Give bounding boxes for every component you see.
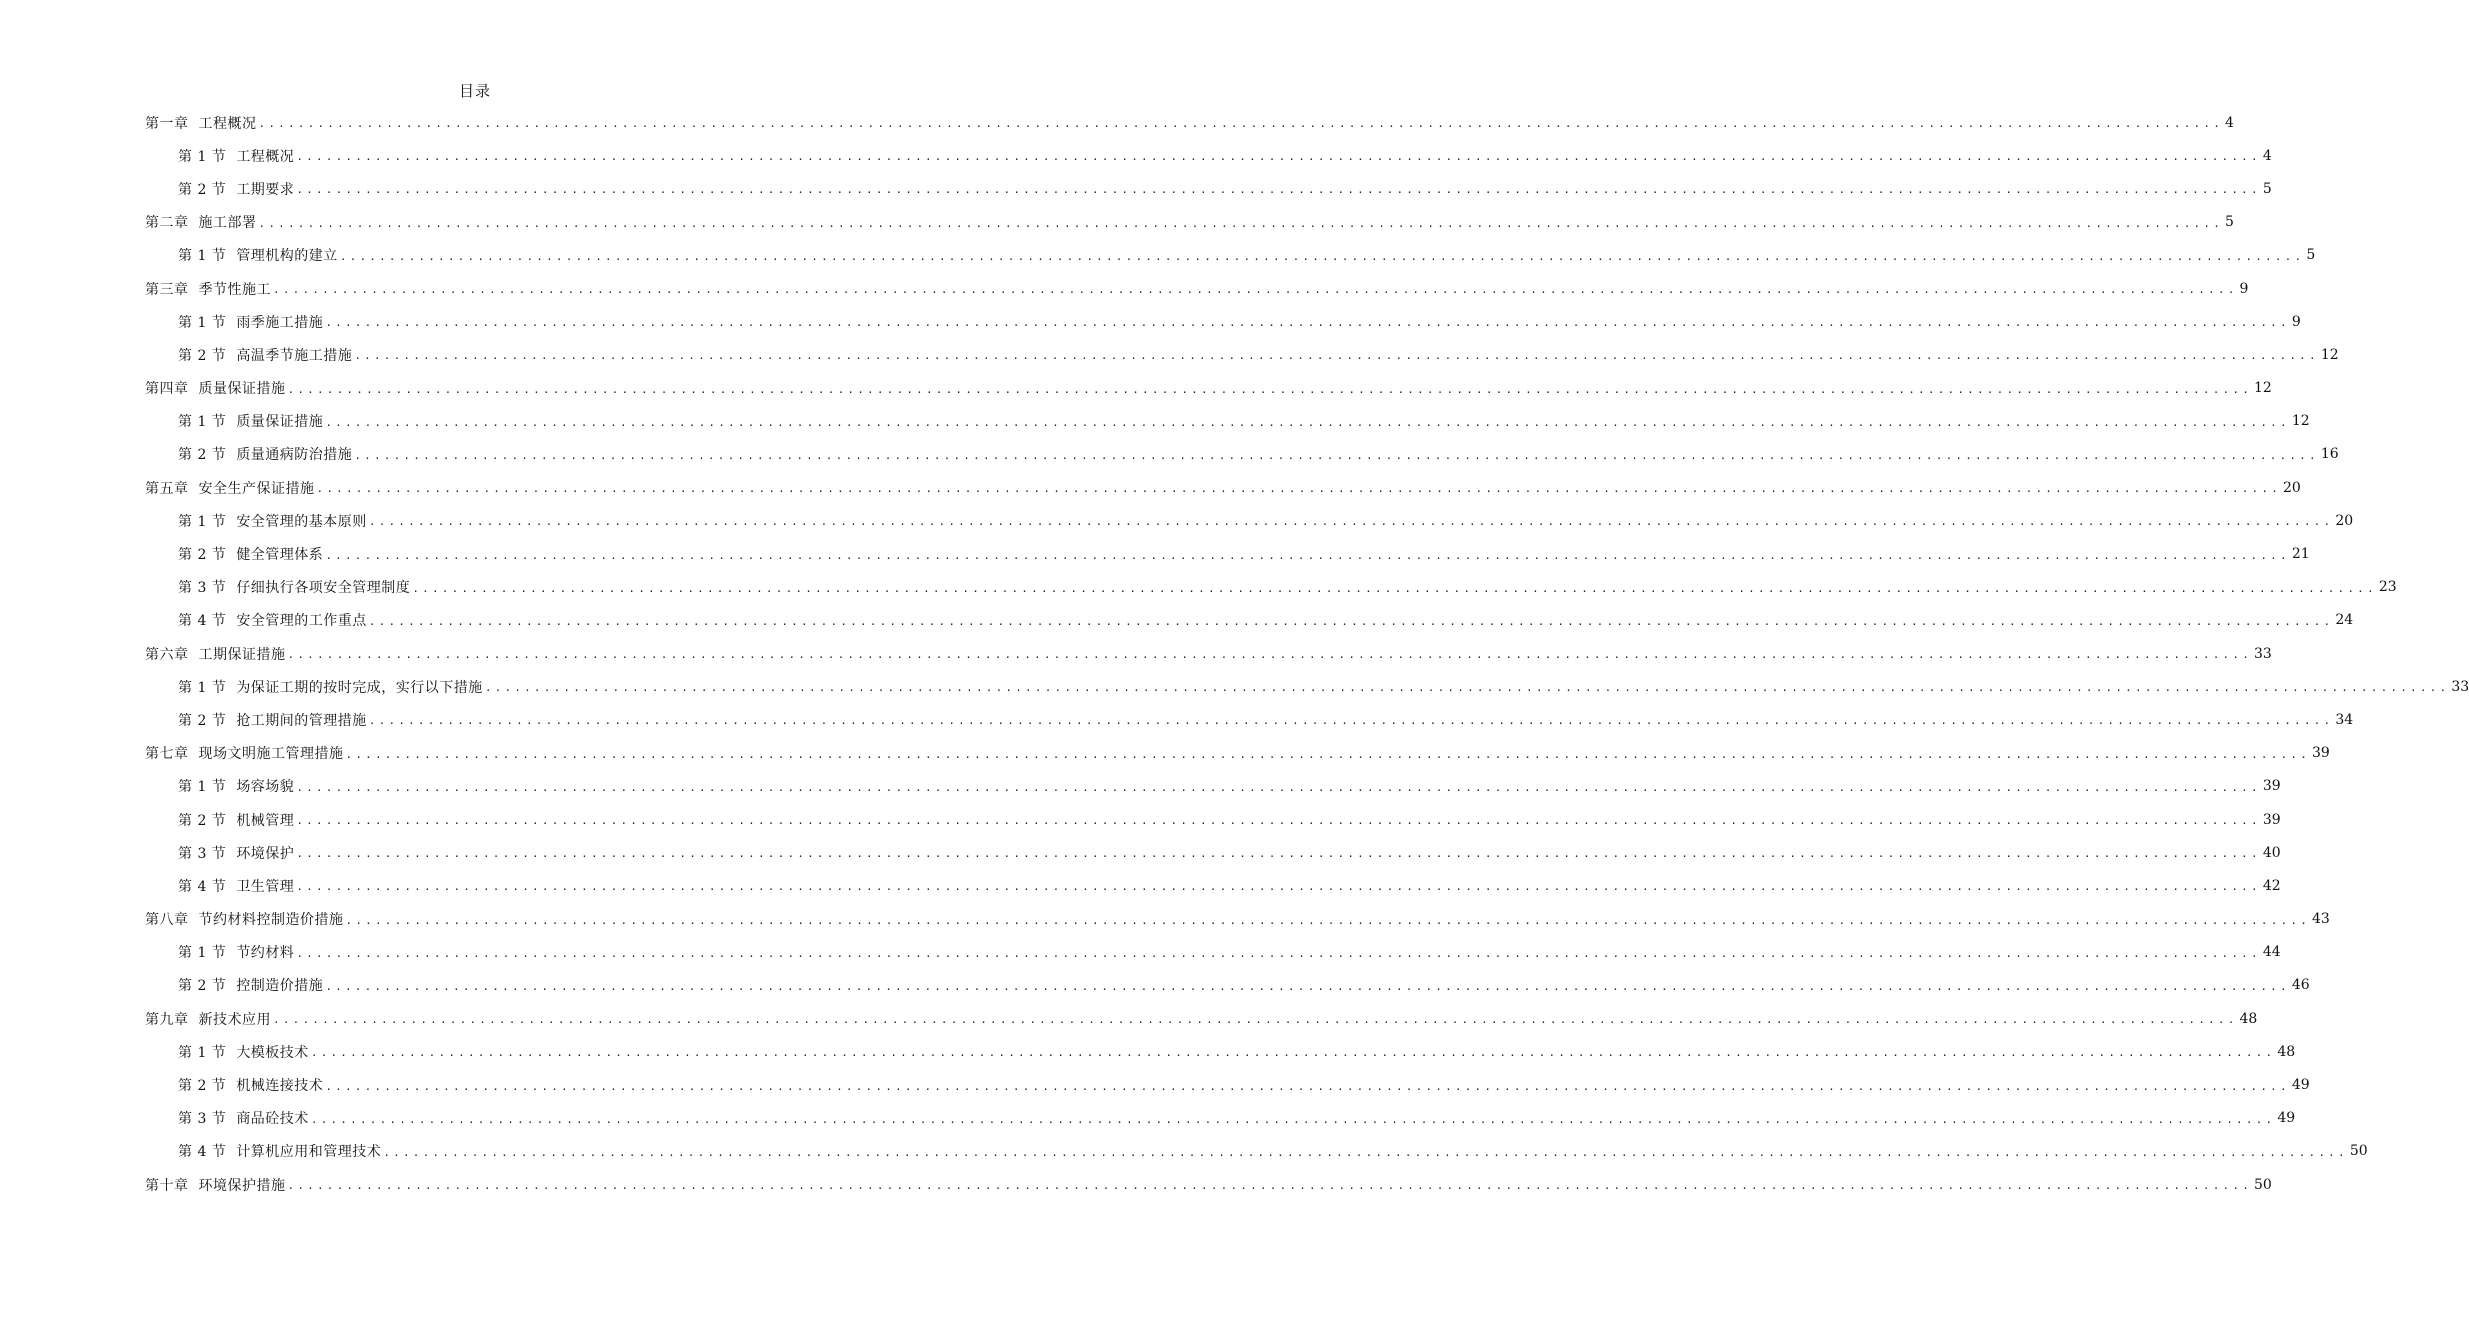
toc-entry-label (145, 743, 344, 763)
toc-entry-number: 第 2 节 (178, 978, 227, 995)
toc-section-entry[interactable] (145, 770, 2281, 803)
toc-entry-number: 第 4 节 (178, 878, 227, 895)
toc-page-number: 34 (2335, 711, 2354, 728)
toc-chapter-entry[interactable] (145, 206, 2234, 239)
toc-section-entry[interactable] (145, 305, 2301, 338)
toc-dot-leader: ........................................................................................................................................................................................................ (273, 1013, 2238, 1027)
toc-dot-leader: ........................................................................................................................................................................................................ (258, 117, 2224, 131)
toc-entry-label (145, 113, 257, 133)
toc-page-number: 20 (2335, 512, 2354, 529)
toc-entry-label (145, 909, 344, 929)
toc-entry-text: 施工部署 (198, 215, 257, 232)
toc-dot-leader: ........................................................................................................................................................................................................ (316, 482, 2282, 496)
toc-section-entry[interactable] (145, 1102, 2296, 1135)
toc-entry-label (178, 1108, 309, 1128)
toc-dot-leader: ........................................................................................................................................................................................................ (339, 249, 2305, 263)
toc-dot-leader: ........................................................................................................................................................................................................ (368, 714, 2334, 728)
toc-entry-number: 第 3 节 (178, 845, 227, 862)
toc-entry-text: 安全生产保证措施 (198, 480, 315, 497)
toc-entry-number: 第 1 节 (178, 945, 227, 962)
toc-entry-number: 第 1 节 (178, 148, 227, 165)
toc-page-number: 49 (2277, 1110, 2296, 1127)
toc-entry-label (145, 378, 286, 398)
toc-entry-label (178, 942, 294, 962)
toc-entry-label (178, 312, 323, 332)
toc-dot-leader: ........................................................................................................................................................................................................ (354, 349, 2319, 363)
toc-page-number: 5 (2262, 180, 2272, 197)
toc-entry-number: 第 1 节 (178, 314, 227, 331)
toc-entry-label (178, 511, 367, 531)
toc-dot-leader: ........................................................................................................................................................................................................ (296, 847, 2261, 861)
toc-entry-number: 第 1 节 (178, 779, 227, 796)
toc-dot-leader: ........................................................................................................................................................................................................ (273, 283, 2238, 297)
toc-entry-text: 节约材料 (236, 945, 295, 962)
toc-entry-text: 质量通病防治措施 (236, 447, 353, 464)
toc-dot-leader: ........................................................................................................................................................................................................ (325, 548, 2290, 562)
toc-entry-text: 工程概况 (198, 115, 257, 132)
toc-dot-leader: ........................................................................................................................................................................................................ (484, 681, 2450, 695)
toc-section-entry[interactable] (145, 1068, 2310, 1101)
toc-section-entry[interactable] (145, 969, 2310, 1002)
toc-page-number: 24 (2335, 612, 2354, 629)
toc-entry-text: 为保证工期的按时完成，实行以下措施 (236, 679, 483, 696)
toc-page-number: 39 (2262, 811, 2281, 828)
toc-page-number: 4 (2262, 147, 2272, 164)
toc-section-entry[interactable] (145, 139, 2272, 172)
toc-section-entry[interactable] (145, 537, 2310, 570)
toc-dot-leader: ........................................................................................................................................................................................................ (310, 1112, 2276, 1126)
toc-page-number: 12 (2320, 346, 2339, 363)
toc-dot-leader: ........................................................................................................................................................................................................ (287, 1179, 2253, 1193)
toc-dot-leader: ........................................................................................................................................................................................................ (287, 648, 2253, 662)
toc-entry-number: 第 1 节 (178, 248, 227, 265)
toc-entry-text: 管理机构的建立 (236, 248, 338, 265)
toc-page-number: 48 (2239, 1010, 2258, 1027)
toc-entry-text: 环境保护 (236, 845, 295, 862)
toc-entry-number: 第 1 节 (178, 679, 227, 696)
toc-dot-leader: ........................................................................................................................................................................................................ (325, 415, 2290, 429)
toc-title: 目录 (458, 82, 491, 100)
toc-entry-number: 第 1 节 (178, 414, 227, 431)
toc-page-number: 9 (2239, 280, 2249, 297)
toc-entry-text: 计算机应用和管理技术 (236, 1144, 382, 1161)
toc-page-number: 50 (2349, 1143, 2368, 1160)
toc-page-number: 40 (2262, 844, 2281, 861)
toc-page-number: 39 (2262, 778, 2281, 795)
toc-section-entry[interactable] (145, 604, 2354, 637)
toc-dot-leader: ........................................................................................................................................................................................................ (296, 780, 2261, 794)
toc-dot-leader: ........................................................................................................................................................................................................ (412, 581, 2377, 595)
toc-dot-leader: ........................................................................................................................................................................................................ (345, 747, 2311, 761)
toc-page-number: 21 (2291, 546, 2310, 563)
toc-entry-number: 第九章 (145, 1011, 189, 1028)
toc-dot-leader: ........................................................................................................................................................................................................ (325, 316, 2290, 330)
toc-entry-label (145, 279, 271, 299)
toc-entry-label (178, 544, 323, 564)
toc-entry-text: 场容场貌 (236, 779, 295, 796)
toc-entry-label (178, 1042, 309, 1062)
toc-entry-text: 工期要求 (236, 181, 295, 198)
toc-page-number: 48 (2277, 1043, 2296, 1060)
toc-section-entry[interactable] (145, 405, 2310, 438)
toc-entry-number: 第 2 节 (178, 447, 227, 464)
toc-entry-number: 第 2 节 (178, 347, 227, 364)
toc-page-number: 43 (2312, 911, 2330, 928)
toc-entry-label (178, 146, 294, 166)
toc-section-entry[interactable] (145, 1035, 2296, 1068)
toc-page-number: 5 (2306, 247, 2316, 264)
toc-entry-text: 季节性施工 (198, 281, 271, 298)
toc-section-entry[interactable] (145, 836, 2281, 869)
toc-page-number: 20 (2283, 479, 2301, 496)
toc-entry-label (178, 1075, 323, 1095)
toc-chapter-entry[interactable] (145, 372, 2272, 405)
toc-dot-leader: ........................................................................................................................................................................................................ (296, 946, 2261, 960)
toc-dot-leader: ........................................................................................................................................................................................................ (296, 183, 2261, 197)
toc-page-number: 33 (2254, 645, 2272, 662)
toc-entry-label (178, 411, 323, 431)
toc-entry-text: 控制造价措施 (236, 978, 324, 995)
toc-entry-number: 第五章 (145, 480, 189, 497)
toc-entry-number: 第十章 (145, 1177, 189, 1194)
toc-entry-number: 第 4 节 (178, 1144, 227, 1161)
toc-page-number: 44 (2262, 944, 2281, 961)
toc-entry-text: 安全管理的基本原则 (236, 513, 367, 530)
toc-entry-label (178, 444, 352, 464)
toc-list (145, 106, 2469, 1201)
toc-section-entry[interactable] (145, 936, 2281, 969)
toc-section-entry[interactable] (145, 438, 2339, 471)
toc-entry-text: 抢工期间的管理措施 (236, 712, 367, 729)
toc-entry-number: 第 2 节 (178, 712, 227, 729)
toc-dot-leader: ........................................................................................................................................................................................................ (325, 979, 2290, 993)
toc-section-entry[interactable] (145, 571, 2397, 604)
toc-page-number: 49 (2291, 1077, 2310, 1094)
toc-chapter-entry[interactable] (145, 106, 2234, 139)
toc-dot-leader: ........................................................................................................................................................................................................ (310, 1046, 2276, 1060)
toc-page-number: 23 (2378, 579, 2397, 596)
toc-entry-number: 第 4 节 (178, 613, 227, 630)
toc-entry-number: 第八章 (145, 912, 189, 929)
toc-section-entry[interactable] (145, 239, 2316, 272)
toc-chapter-entry[interactable] (145, 637, 2272, 670)
toc-entry-text: 健全管理体系 (236, 547, 324, 564)
toc-section-entry[interactable] (145, 803, 2281, 836)
toc-dot-leader: ........................................................................................................................................................................................................ (368, 515, 2334, 529)
toc-entry-text: 商品砼技术 (236, 1111, 309, 1128)
toc-page-number: 33 (2451, 678, 2469, 695)
toc-entry-label (178, 776, 294, 796)
toc-entry-label (178, 610, 367, 630)
toc-section-entry[interactable] (145, 172, 2272, 205)
toc-entry-label (145, 478, 315, 498)
toc-chapter-entry[interactable] (145, 272, 2249, 305)
toc-page-number: 12 (2291, 413, 2310, 430)
toc-entry-number: 第一章 (145, 115, 189, 132)
toc-entry-text: 机械连接技术 (236, 1078, 324, 1095)
toc-section-entry[interactable] (145, 869, 2281, 902)
toc-entry-label (178, 975, 323, 995)
toc-entry-number: 第 2 节 (178, 181, 227, 198)
toc-dot-leader: ........................................................................................................................................................................................................ (287, 382, 2253, 396)
toc-entry-text: 现场文明施工管理措施 (198, 746, 344, 763)
toc-page-number: 12 (2254, 380, 2272, 397)
toc-page-number: 16 (2320, 446, 2339, 463)
toc-entry-text: 节约材料控制造价措施 (198, 912, 344, 929)
toc-section-entry[interactable] (145, 670, 2469, 703)
toc-page-number: 39 (2312, 745, 2330, 762)
toc-chapter-entry[interactable] (145, 737, 2330, 770)
toc-chapter-entry[interactable] (145, 471, 2301, 504)
toc-dot-leader: ........................................................................................................................................................................................................ (296, 880, 2261, 894)
toc-entry-text: 质量保证措施 (198, 381, 286, 398)
toc-dot-leader: ........................................................................................................................................................................................................ (383, 1145, 2348, 1159)
toc-entry-label (178, 1141, 381, 1161)
toc-entry-text: 雨季施工措施 (236, 314, 324, 331)
toc-page-number: 5 (2225, 214, 2234, 231)
toc-dot-leader: ........................................................................................................................................................................................................ (368, 614, 2334, 628)
toc-page-number: 46 (2291, 977, 2310, 994)
toc-entry-text: 环境保护措施 (198, 1177, 286, 1194)
toc-page-number: 50 (2254, 1176, 2272, 1193)
toc-entry-label (178, 677, 483, 697)
toc-entry-label (145, 212, 257, 232)
toc-entry-label (145, 1175, 286, 1195)
toc-section-entry[interactable] (145, 703, 2354, 736)
toc-entry-number: 第 3 节 (178, 1111, 227, 1128)
toc-entry-text: 工程概况 (236, 148, 295, 165)
toc-entry-number: 第四章 (145, 381, 189, 398)
toc-entry-number: 第 1 节 (178, 513, 227, 530)
toc-entry-text: 新技术应用 (198, 1011, 271, 1028)
toc-entry-label (178, 179, 294, 199)
toc-dot-leader: ........................................................................................................................................................................................................ (296, 150, 2261, 164)
toc-chapter-entry[interactable] (145, 1002, 2258, 1035)
toc-dot-leader: ........................................................................................................................................................................................................ (325, 1079, 2290, 1093)
toc-entry-label (178, 577, 410, 597)
toc-entry-label (178, 843, 294, 863)
toc-entry-label (145, 644, 286, 664)
toc-entry-number: 第七章 (145, 746, 189, 763)
toc-chapter-entry[interactable] (145, 903, 2330, 936)
toc-entry-number: 第 3 节 (178, 580, 227, 597)
toc-dot-leader: ........................................................................................................................................................................................................ (258, 216, 2224, 230)
toc-entry-text: 卫生管理 (236, 878, 295, 895)
toc-entry-label (178, 345, 352, 365)
toc-entry-text: 质量保证措施 (236, 414, 324, 431)
toc-entry-label (178, 810, 294, 830)
toc-entry-text: 机械管理 (236, 812, 295, 829)
toc-page-number: 9 (2291, 313, 2301, 330)
toc-entry-label (178, 876, 294, 896)
toc-chapter-entry[interactable] (145, 1168, 2272, 1201)
toc-dot-leader: ........................................................................................................................................................................................................ (345, 913, 2311, 927)
toc-entry-label (145, 1009, 271, 1029)
toc-entry-number: 第 2 节 (178, 1078, 227, 1095)
toc-entry-number: 第 1 节 (178, 1044, 227, 1061)
toc-section-entry[interactable] (145, 1135, 2368, 1168)
toc-page-number: 4 (2225, 114, 2234, 131)
toc-entry-text: 工期保证措施 (198, 646, 286, 663)
toc-entry-label (178, 245, 338, 265)
toc-entry-number: 第 2 节 (178, 547, 227, 564)
toc-entry-number: 第三章 (145, 281, 189, 298)
toc-entry-number: 第 2 节 (178, 812, 227, 829)
toc-section-entry[interactable] (145, 338, 2339, 371)
toc-entry-text: 仔细执行各项安全管理制度 (236, 580, 411, 597)
toc-entry-number: 第二章 (145, 215, 189, 232)
toc-page-number: 42 (2262, 877, 2281, 894)
toc-dot-leader: ........................................................................................................................................................................................................ (296, 814, 2261, 828)
toc-entry-text: 高温季节施工措施 (236, 347, 353, 364)
toc-section-entry[interactable] (145, 504, 2354, 537)
toc-entry-text: 安全管理的工作重点 (236, 613, 367, 630)
toc-entry-number: 第六章 (145, 646, 189, 663)
toc-dot-leader: ........................................................................................................................................................................................................ (354, 448, 2319, 462)
toc-entry-label (178, 710, 367, 730)
toc-entry-text: 大模板技术 (236, 1044, 309, 1061)
